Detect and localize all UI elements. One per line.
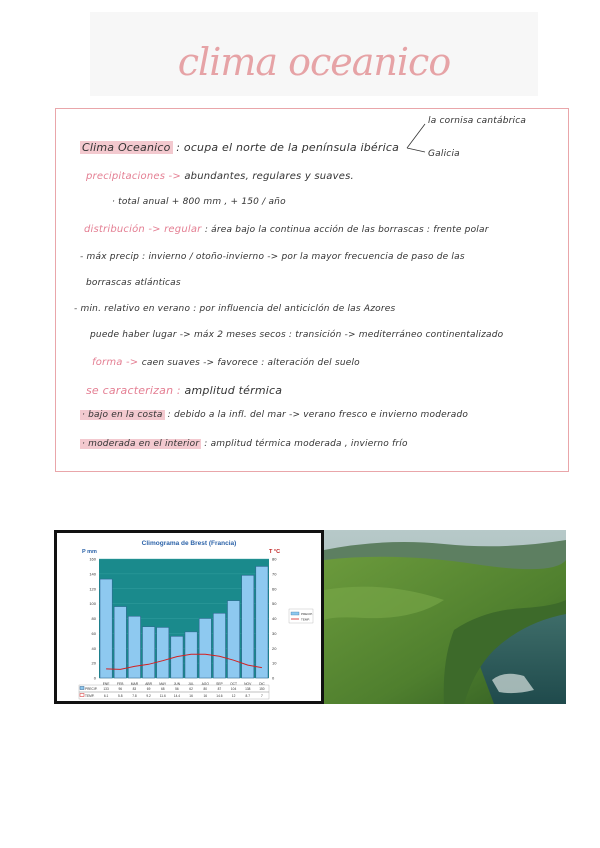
chart-table-cell: 9.2 xyxy=(146,694,151,698)
note-term-bajo-costa: · bajo en la costa xyxy=(82,410,163,420)
chart-tick-left: 100 xyxy=(89,601,96,607)
chart-bar xyxy=(242,575,254,678)
chart-bar xyxy=(143,627,155,678)
chart-bar xyxy=(199,619,211,679)
chart-table-cell: 104 xyxy=(230,687,237,691)
note-line-10 xyxy=(86,384,282,397)
chart-bar xyxy=(213,613,225,678)
landscape-image xyxy=(324,530,566,704)
chart-tick-left: 40 xyxy=(91,645,96,651)
chart-table-label: PRECIP. xyxy=(85,687,98,691)
chart-category-label: JUL xyxy=(188,682,195,686)
note-branch-galicia: Galicia xyxy=(428,149,460,159)
chart-legend-precip: PRECIP. xyxy=(301,612,313,616)
note-term-clima-oceanico: Clima Oceanico xyxy=(82,141,171,154)
chart-category-label: NOV xyxy=(244,682,252,686)
chart-table-cell: 16 xyxy=(189,694,193,698)
note-line-12 xyxy=(80,439,408,449)
chart-bar xyxy=(228,601,240,678)
chart-table-cell: 69 xyxy=(146,687,151,691)
chart-tick-right: 60 xyxy=(272,586,277,592)
note-text: : área bajo la continua acción de las borrascas : frente polar xyxy=(204,225,489,235)
chart-table-cell: 62 xyxy=(189,687,193,691)
chart-table-cell: 87 xyxy=(217,687,222,691)
chart-category-label: ABR xyxy=(145,682,152,686)
chart-table-swatch xyxy=(80,687,84,690)
chart-category-label: MAR xyxy=(130,682,139,686)
chart-table-cell: 150 xyxy=(259,687,265,691)
chart-category-label: MAY xyxy=(159,682,167,686)
chart-tick-left: 0 xyxy=(93,675,96,681)
chart-tick-right: 70 xyxy=(272,571,277,577)
chart-tick-right: 10 xyxy=(272,660,277,666)
chart-tick-left: 20 xyxy=(91,660,96,666)
climograph-chart xyxy=(57,533,321,701)
page-title: clima oceanico xyxy=(177,40,451,84)
chart-table-label: TEMP. xyxy=(85,694,95,698)
chart-bar xyxy=(128,616,140,678)
chart-category-label: JUN xyxy=(173,682,181,686)
chart-bar xyxy=(157,627,169,678)
chart-table-cell: 12 xyxy=(231,694,236,698)
chart-category-label: AGO xyxy=(201,682,209,686)
note-text: : debido a la infl. del mar -> verano fresco e invierno moderado xyxy=(167,410,469,420)
note-term-moderada-interior: · moderada en el interior xyxy=(82,439,200,449)
note-line-7: - min. relativo en verano : por influencia del anticiclón de las Azores xyxy=(74,304,396,314)
chart-category-label: DIC xyxy=(259,682,265,686)
chart-tick-left: 120 xyxy=(89,586,96,592)
coastal-landscape-photo xyxy=(324,530,566,704)
branch-lines xyxy=(405,120,429,156)
note-branch-cornisa: la cornisa cantábrica xyxy=(428,116,527,126)
chart-table-cell: 133 xyxy=(103,687,109,691)
chart-table-cell: 14.4 xyxy=(173,694,181,698)
chart-bar xyxy=(256,566,268,678)
chart-table-cell: 6.1 xyxy=(103,694,109,698)
chart-category-label: FEB xyxy=(117,682,124,686)
chart-bar xyxy=(171,636,183,678)
note-text: : amplitud térmica moderada , invierno frío xyxy=(204,439,408,449)
chart-legend-swatch-precip xyxy=(291,612,299,615)
note-text: caen suaves -> favorece : alteración del suelo xyxy=(141,358,360,368)
chart-category-label: ENE xyxy=(102,682,110,686)
note-term-se-caracterizan: se caracterizan : xyxy=(86,384,181,397)
chart-table-cell: 5.8 xyxy=(118,694,123,698)
chart-table-cell: 14.6 xyxy=(216,694,223,698)
note-text: abundantes, regulares y suaves. xyxy=(184,171,354,182)
note-line-2 xyxy=(86,171,354,182)
chart-tick-right: 30 xyxy=(272,630,277,636)
note-line-3: · total anual + 800 mm , + 150 / año xyxy=(112,197,286,207)
chart-table-cell: 56 xyxy=(175,687,179,691)
note-text: : ocupa el norte de la península ibérica xyxy=(176,141,400,154)
chart-table-swatch xyxy=(80,694,84,697)
note-line-9 xyxy=(92,357,360,368)
chart-tick-right: 20 xyxy=(272,645,277,651)
note-line-11 xyxy=(80,410,468,420)
note-line-4 xyxy=(84,224,489,235)
chart-tick-right: 40 xyxy=(272,616,277,621)
note-line-1 xyxy=(80,141,399,154)
chart-category-label: SEP xyxy=(216,682,223,686)
chart-tick-left: 60 xyxy=(91,630,96,636)
note-term-forma: forma -> xyxy=(92,357,139,368)
chart-category-label: OCT xyxy=(230,682,238,686)
chart-table-cell: 16 xyxy=(203,694,208,698)
chart-table-cell: 80 xyxy=(203,687,208,691)
chart-ylabel-left: P mm xyxy=(82,549,97,555)
note-line-5: - máx precip : invierno / otoño-invierno -> por la mayor frecuencia de paso de las xyxy=(80,252,465,262)
chart-table-cell: 7.8 xyxy=(132,694,137,698)
chart-table-cell: 138 xyxy=(245,687,251,691)
note-text: amplitud térmica xyxy=(184,384,283,397)
chart-tick-right: 50 xyxy=(272,601,277,607)
chart-table-cell: 83 xyxy=(132,687,137,691)
chart-table-cell: 11.6 xyxy=(159,694,166,698)
chart-tick-left: 160 xyxy=(89,556,96,562)
chart-tick-right: 0 xyxy=(272,675,275,681)
note-line-6: borrascas atlánticas xyxy=(86,278,181,288)
climograph-figure xyxy=(54,530,324,704)
chart-bar xyxy=(100,579,112,678)
chart-table-cell: 68 xyxy=(160,687,165,691)
chart-tick-left: 140 xyxy=(89,571,96,577)
chart-table-cell: 96 xyxy=(118,687,123,691)
note-line-8: puede haber lugar -> máx 2 meses secos : transición -> mediterráneo continentalizado xyxy=(90,330,504,340)
chart-tick-left: 80 xyxy=(91,616,96,621)
note-term-precipitaciones: precipitaciones -> xyxy=(86,171,181,182)
note-term-distribucion: distribución -> regular xyxy=(84,224,202,235)
chart-bar xyxy=(114,607,126,678)
chart-table-cell: 8.7 xyxy=(245,694,250,698)
chart-legend-temp: TEMP. xyxy=(301,617,310,622)
chart-tick-right: 80 xyxy=(272,556,277,562)
chart-table-cell: 7 xyxy=(261,694,263,698)
chart-ylabel-right: T °C xyxy=(269,549,281,555)
chart-title: Climograma de Brest (Francia) xyxy=(141,540,237,547)
